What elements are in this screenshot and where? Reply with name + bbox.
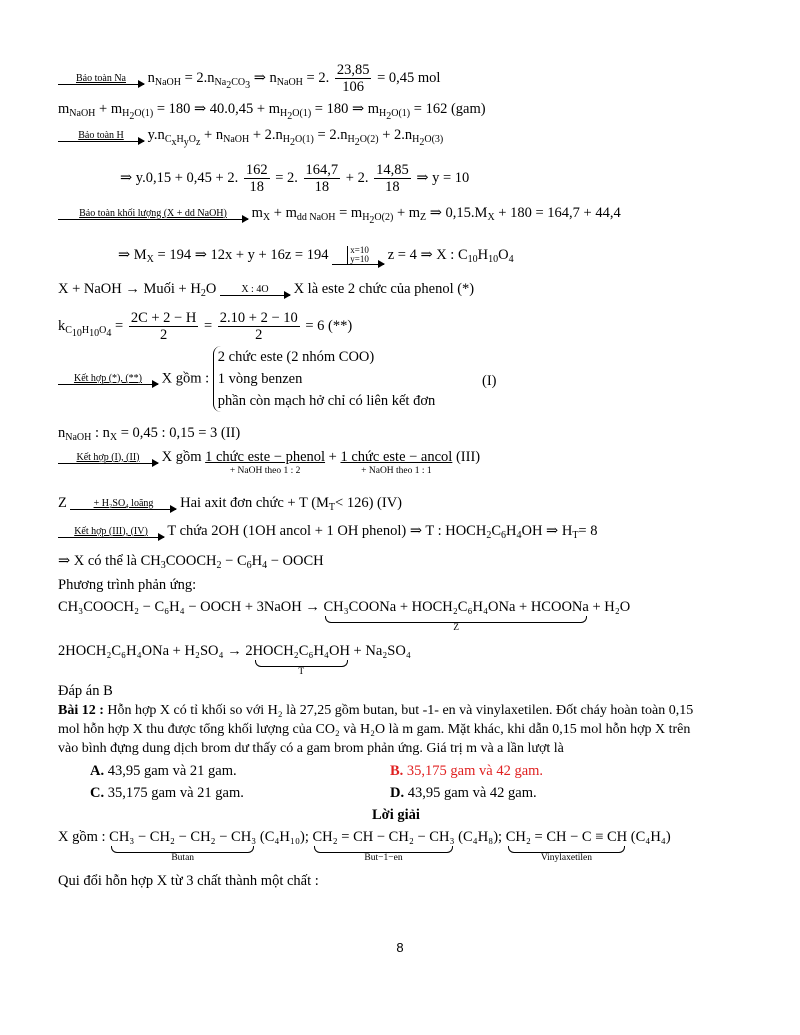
underbrace: CH₃ − CH₂ − CH₂ − CH₃ Butan xyxy=(109,829,257,863)
fraction: $\frac{164,7}{18}$ xyxy=(305,162,339,195)
fraction: $\frac{2.10 + 2 - 10}{2}$ xyxy=(219,310,298,343)
eq-x-formula: ⇒ X có thể là $CH_3COOCH_2 - C_6H_4$ − OOCH xyxy=(58,553,324,571)
reaction-arrow: Kết hợp (I), (II) xyxy=(58,452,158,464)
problem-label: Bài 12 : xyxy=(58,703,104,718)
page-number: 8 xyxy=(396,940,404,955)
reaction-arrow: Bảo toàn khối lượng (X + dd NaOH) xyxy=(58,208,248,220)
problem-line-3: vào bình đựng dung dịch brom dư thấy có a gam brom phản ứng. Giá trị m và a lần lượt là xyxy=(58,741,564,756)
option-d: D. 43,95 gam và 42 gam. xyxy=(390,785,537,801)
fraction: $\frac{2C + 2 - H}{2}$ xyxy=(130,310,197,343)
eq-molar-mass: ⇒ $M_X = 194$ ⇒ 12x + y + 16z = 194 x=10 y=10 z = 4 ⇒ X : $C_{10}H_{10}O_4$ xyxy=(118,245,514,265)
eq-reaction-1: CH₃COOCH₂ − C₆H₄ − OOCH + 3NaOH → CH₃COONa + HOCH₂C₆H₄ONa + HCOONa Z + H₂O xyxy=(58,599,631,633)
reaction-arrow: X : 4O xyxy=(220,284,290,296)
eq-t-structure: Kết hợp (III), (IV) T chứa 2OH (1OH ancol + 1 OH phenol) ⇒ T : $HOCH_2C_6H_4OH$ ⇒ $H_T= 8$ xyxy=(58,522,597,540)
eq-water-mass: $m_{NaOH} + m_{H_2O(1)} = 180$ ⇒ $40.0,45 + m_{H_2O(1)} = 180$ ⇒ $m_{H_2O(1)} = 162$ (gam) xyxy=(58,101,486,122)
eq-x-naoh: X + NaOH → Muối + $H_2O$ X : 4O X là este 2 chức của phenol (*) xyxy=(58,281,475,299)
problem-line-2: mol hỗn hợp X thu được tổng khối lượng của CO₂ và H₂O là m gam. Mặt khác, khi dẫn 0,15 mol hỗn hợp X trên xyxy=(58,722,691,737)
eq-mass-conservation: Bảo toàn khối lượng (X + dd NaOH) $m_X + m_{dd NaOH} = m_{H_2O(2)} + m_Z$ ⇒ $0,15.M_X + 180 = 164,7 + 44,4$ xyxy=(58,204,621,222)
eq-z-acid: Z + H₂SO₄ loãng Hai axit đơn chức + T $(M_T< 126)$ (IV) xyxy=(58,495,402,513)
answer-line: Đáp án B xyxy=(58,683,113,699)
eq-solve-y: ⇒ y.0,15 + 0,45 + 2. $\frac{162}{18}$ = 2. $\frac{164,7}{18}$ + 2. $\frac{14,85}{18}$ ⇒ y = 10 xyxy=(120,162,470,195)
tag-i: (I) xyxy=(482,373,497,389)
eq-mole-ratio: $n_{NaOH}$ : $n_X = 0,45$ : 0,15 = 3 (II) xyxy=(58,425,241,443)
fraction: $\frac{162}{18}$ xyxy=(245,162,268,195)
fraction: $\frac{14,85}{18}$ xyxy=(376,162,409,195)
reaction-arrow: + H₂SO₄ loãng xyxy=(70,498,176,510)
eq-unsaturation: $k_{C_{10}H_{10}O_4}$ = $\frac{2C + 2 - H}{2}$ = $\frac{2.10 + 2 - 10}{2}$ = 6 (**) xyxy=(58,310,353,343)
eq-x-components: Kết hợp (I), (II) X gồm 1 chức este − phenol + NaOH theo 1 : 2 + 1 chức este − ancol + NaOH theo 1 : 1 (III) xyxy=(58,448,480,477)
reaction-arrow: Bảo toàn Na xyxy=(58,73,144,85)
problem-line-1: Bài 12 : Hỗn hợp X có tỉ khối so với H₂ là 27,25 gồm butan, but -1- en và vinylaxetilen. Đốt cháy hoàn toàn 0,15 xyxy=(58,703,694,718)
underbrace: HOCH₂C₆H₄OH T xyxy=(252,643,350,677)
underbrace: CH₂ = CH − CH₂ − CH₃ But−1−en xyxy=(312,829,455,863)
underbrace: CH₂ = CH − C ≡ CH Vinylaxetilen xyxy=(505,829,628,863)
option-a: A. 43,95 gam và 21 gam. xyxy=(90,763,237,779)
eq-na-conservation: Bảo toàn Na $n_{NaOH} = 2.n_{Na_2CO_3}$ ⇒ $n_{NaOH} = 2$. $\frac{23,85}{106}$ = 0,45 mol xyxy=(58,62,440,95)
eq-h-conservation: Bảo toàn H $y.n_{C_xH_yO_z} + n_{NaOH} + 2.n_{H_2O(1)} = 2.n_{H_2O(2)} + 2.n_{H_2O(3)}$ xyxy=(58,126,443,144)
reaction-arrow: Kết hợp (III), (IV) xyxy=(58,526,164,538)
solution-title: Lời giải xyxy=(372,807,420,823)
underbrace: 1 chức este − ancol + NaOH theo 1 : 1 xyxy=(340,449,453,476)
reaction-heading: Phương trình phản ứng: xyxy=(58,577,197,593)
reaction-arrow: Kết hợp (*), (**) xyxy=(58,373,158,385)
eq-reaction-2: 2HOCH₂C₆H₄ONa + H₂SO₄ → 2 HOCH₂C₆H₄OH T + Na₂SO₄ xyxy=(58,643,411,677)
fraction: $\frac{23,85}{106}$ xyxy=(336,62,370,95)
last-line: Qui đổi hỗn hợp X từ 3 chất thành một chất : xyxy=(58,873,319,889)
option-b: B. 35,175 gam và 42 gam. xyxy=(390,763,544,779)
reaction-arrow: Bảo toàn H xyxy=(58,130,144,142)
option-c: C. 35,175 gam và 21 gam. xyxy=(90,785,244,801)
eq-x-components-2: X gồm : CH₃ − CH₂ − CH₂ − CH₃ Butan (C₄H₁₀); CH₂ = CH − CH₂ − CH₃ But−1−en (C₄H₈); CH₂ = CH − C ≡ CH Vinylaxetilen (C₄H₄) xyxy=(58,829,671,863)
underbrace: CH₃COONa + HOCH₂C₆H₄ONa + HCOONa Z xyxy=(323,599,589,633)
reaction-arrow: x=10 y=10 xyxy=(332,246,384,265)
eq-x-structure: Kết hợp (*), (**) X gồm : 2 chức este (2 nhóm COO) 1 vòng benzen phần còn mạch hở chỉ có liên kết đơn xyxy=(58,346,435,412)
brace-system: 2 chức este (2 nhóm COO) 1 vòng benzen phần còn mạch hở chỉ có liên kết đơn xyxy=(213,346,435,412)
underbrace: 1 chức este − phenol + NaOH theo 1 : 2 xyxy=(205,449,326,476)
